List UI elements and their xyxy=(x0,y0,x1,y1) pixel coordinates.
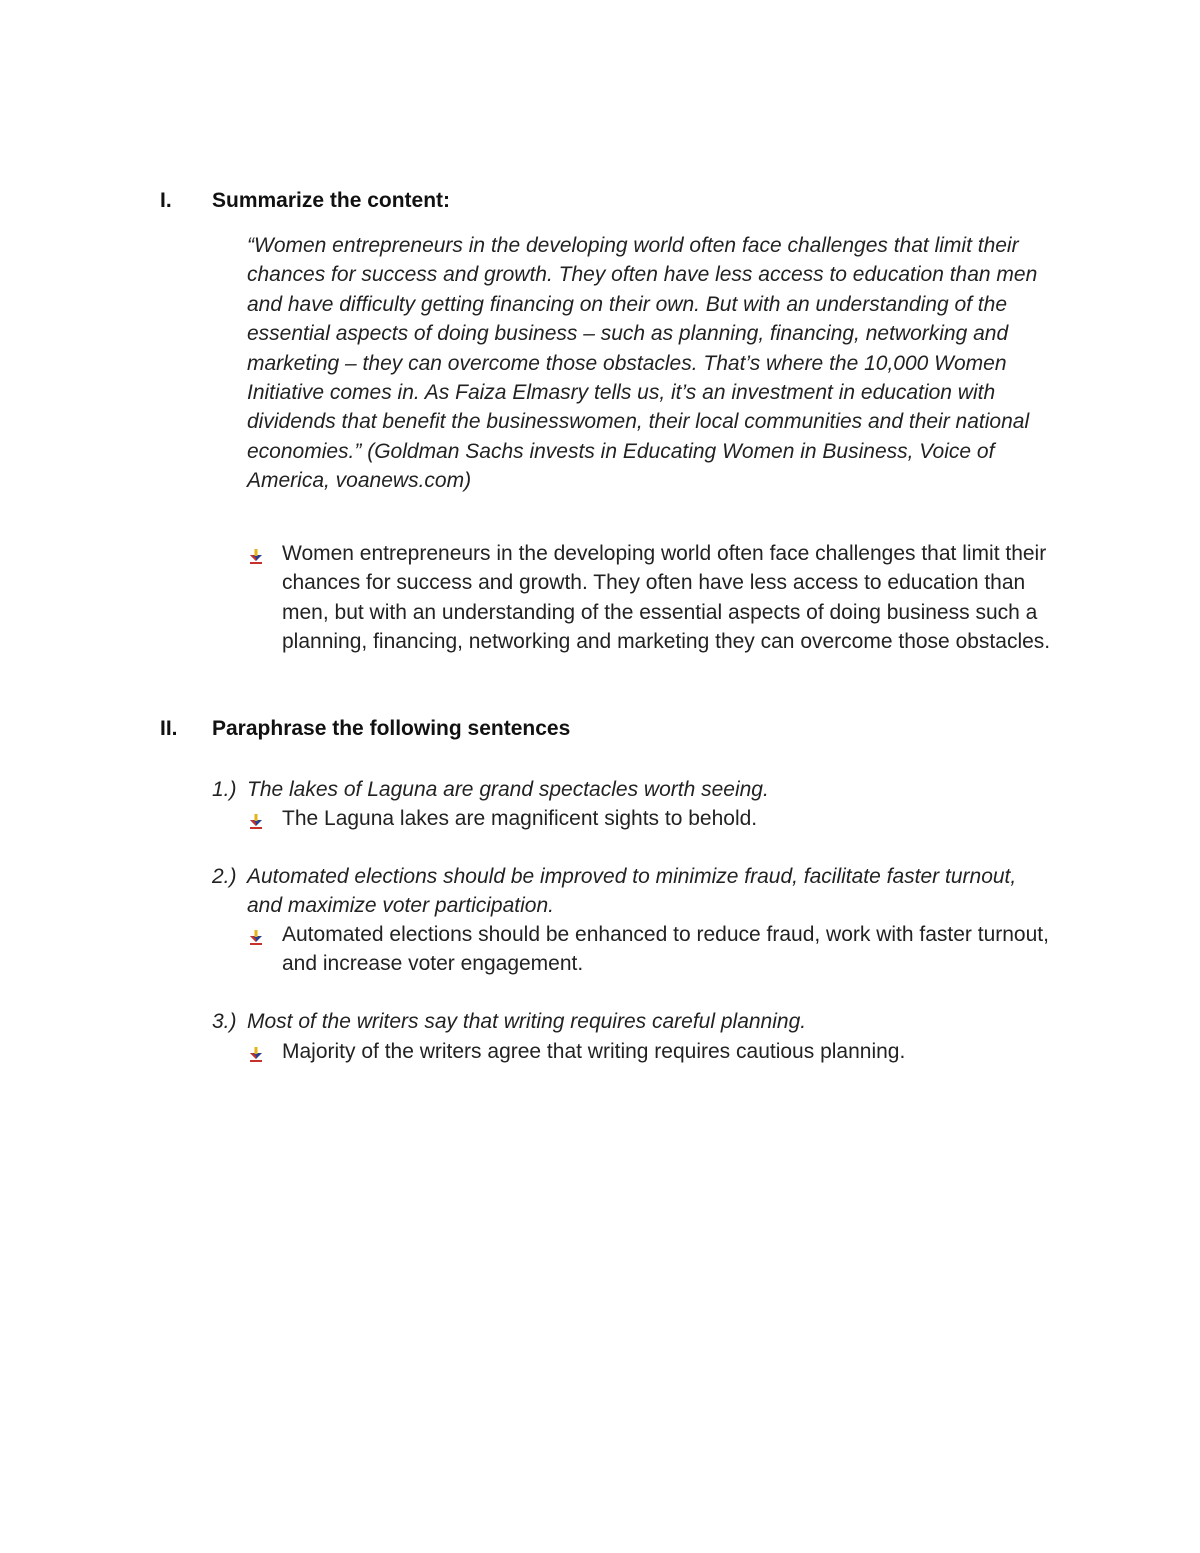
sentence-text: Most of the writers say that writing requires careful planning. xyxy=(247,1010,807,1033)
answer-text: Automated elections should be enhanced to reduce fraud, work with faster turnout, and increase voter engagement. xyxy=(282,923,1049,976)
section-2-title: Paraphrase the following sentences xyxy=(212,717,571,740)
answer-bullet xyxy=(247,920,1067,980)
source-quote: “Women entrepreneurs in the developing world often face challenges that limit their chances for success and growth. They often have less access to education than men and have difficulty getting financing on their own. But with an understanding of the essential aspects of doing business – such as planning, financing, networking and marketing – they can overcome those obstacles. That’s where the 10,000 Women Initiative comes in. As Faiza Elmasry tells us, it’s an investment in education with dividends that benefit the businesswomen, their local communities and their national economies.” (Goldman Sachs invests in Educating Women in Business, Voice of America, voanews.com) xyxy=(247,234,1038,493)
arrow-bullet-icon xyxy=(247,926,265,944)
arrow-bullet-icon xyxy=(247,545,265,563)
sentence-item xyxy=(212,1007,1072,1037)
sentence-number: 3.) xyxy=(212,1010,237,1033)
arrow-bullet-icon xyxy=(247,810,265,828)
answer-text: Majority of the writers agree that writing requires cautious planning. xyxy=(282,1040,906,1063)
answer-text: The Laguna lakes are magnificent sights to behold. xyxy=(282,807,758,830)
sentence-item xyxy=(212,775,1072,805)
section-2-number: II. xyxy=(160,717,178,740)
summary-text: Women entrepreneurs in the developing world often face challenges that limit their chances for success and growth. They often have less access to education than men, but with an understanding of the essential aspects of doing business such a planning, financing, networking and marketing they can overcome those obstacles. xyxy=(282,542,1051,654)
summary-bullet xyxy=(247,539,1067,689)
section-1-heading xyxy=(160,189,960,217)
sentence-text: The lakes of Laguna are grand spectacles worth seeing. xyxy=(247,778,769,801)
arrow-bullet-icon xyxy=(247,1043,265,1061)
sentence-item xyxy=(212,862,1072,922)
section-2-heading xyxy=(160,717,960,745)
sentence-number: 1.) xyxy=(212,778,237,801)
section-1-title: Summarize the content: xyxy=(212,189,451,212)
section-1-number: I. xyxy=(160,189,172,212)
sentence-number: 2.) xyxy=(212,865,237,888)
sentence-text: Automated elections should be improved to minimize fraud, facilitate faster turnout, and maximize voter participation. xyxy=(247,865,1017,918)
answer-bullet xyxy=(247,1037,1067,1067)
answer-bullet xyxy=(247,804,1067,834)
